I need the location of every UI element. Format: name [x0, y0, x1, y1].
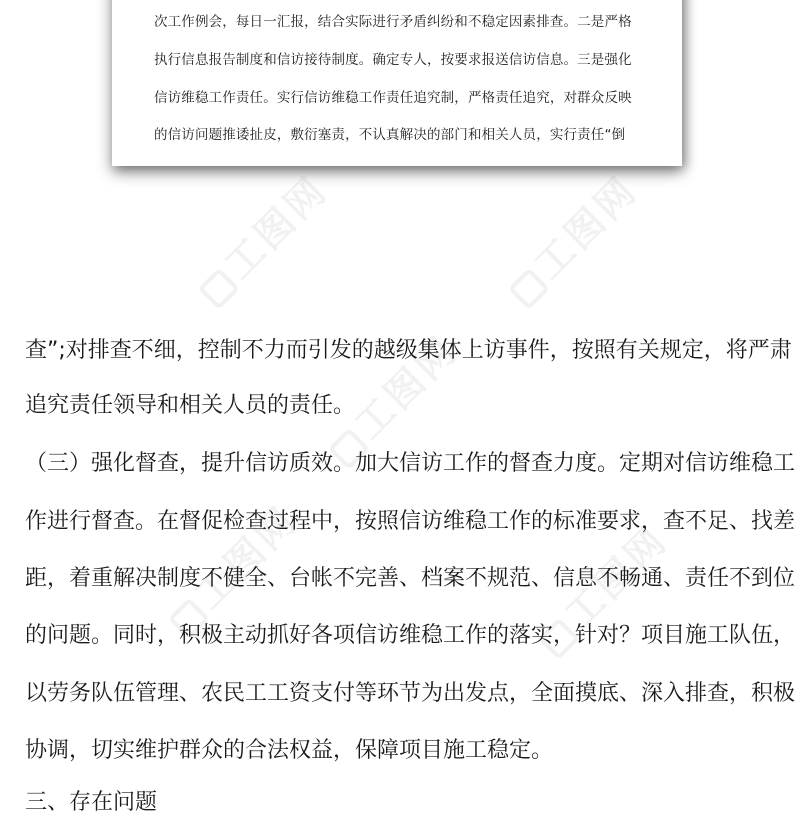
section-heading: 三、存在问题: [25, 790, 158, 815]
card-text-line: 执行信息报告制度和信访接待制度。确定专人，按要求报送信访信息。三是强化: [154, 52, 632, 68]
body-text-line: 的问题。同时，积极主动抓好各项信访维稳工作的落实，针对？项目施工队伍，: [25, 623, 796, 648]
body-text-line: 协调，切实维护群众的合法权益，保障项目施工稳定。: [25, 738, 554, 763]
watermark: 工图网: [314, 321, 467, 474]
watermark: 工图网: [184, 161, 337, 314]
card-text-line: 次工作例会，每日一汇报，结合实际进行矛盾纠纷和不稳定因素排查。二是严格: [154, 14, 632, 30]
body-text-line: 查”;对排查不细，控制不力而引发的越级集体上访事件，按照有关规定，将严肃: [25, 338, 792, 363]
body-text-line: 追究责任领导和相关人员的责任。: [25, 393, 356, 418]
section-heading: （三）强化督查，提升信访质效。加大信访工作的督查力度。定期对信访维稳工: [25, 451, 796, 476]
watermark: 工图网: [154, 491, 307, 644]
body-text-line: 作进行督查。在督促检查过程中，按照信访维稳工作的标准要求，查不足、找差: [25, 509, 796, 534]
body-text-line: 以劳务队伍管理、农民工工资支付等环节为出发点，全面摸底、深入排查，积极: [25, 681, 796, 706]
card-text-line: 信访维稳工作责任。实行信访维稳工作责任追究制，严格责任追究，对群众反映: [154, 90, 632, 106]
card-text-line: 的信访问题推诿扯皮，敷衍塞责，不认真解决的部门和相关人员，实行责任“倒: [154, 127, 626, 143]
body-text-line: 距，着重解决制度不健全、台帐不完善、档案不规范、信息不畅通、责任不到位: [25, 566, 796, 591]
watermark: 工图网: [494, 161, 647, 314]
watermark: 工图网: [524, 511, 677, 664]
page-card: [112, 0, 682, 166]
